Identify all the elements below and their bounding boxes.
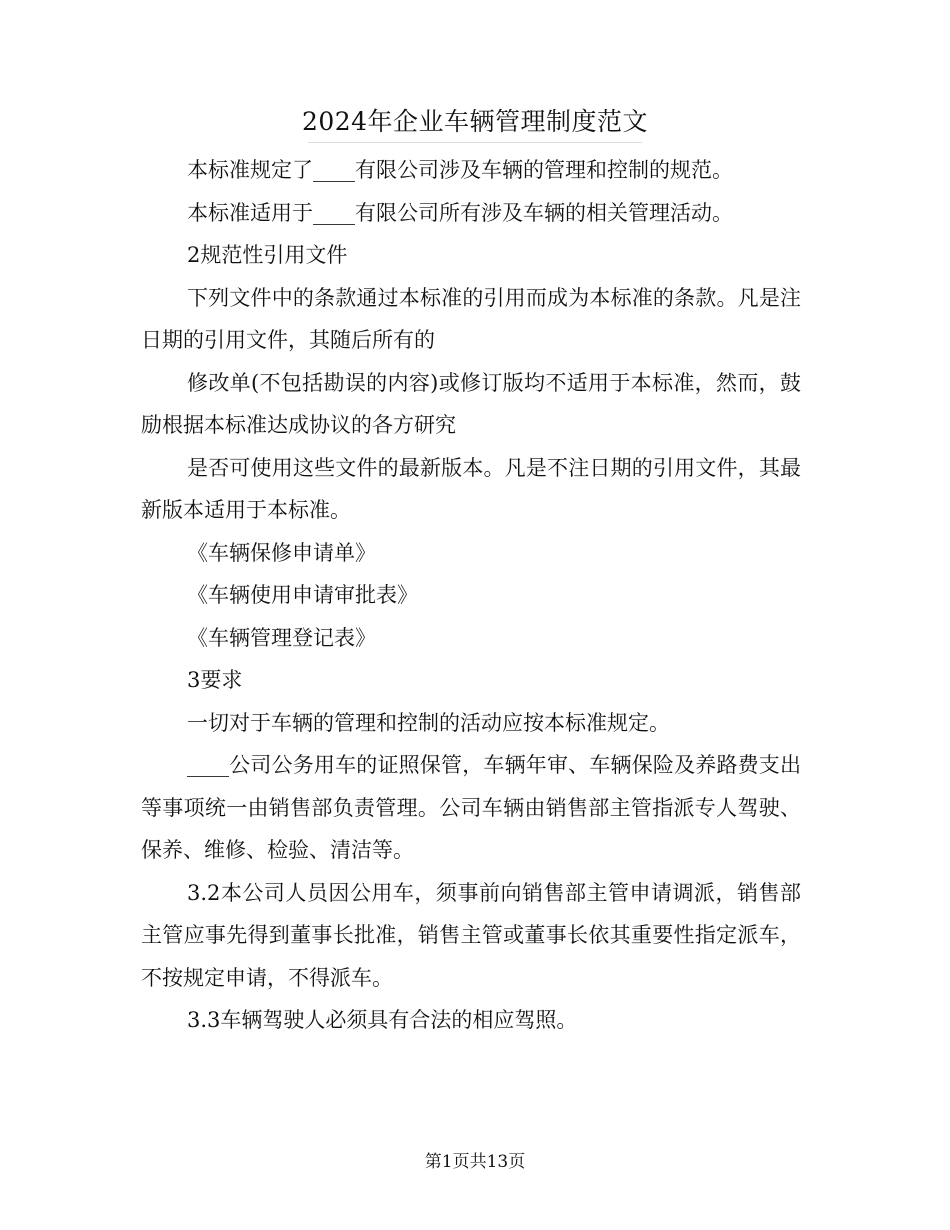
paragraph-references-2: 修改单(不包括勘误的内容)或修订版均不适用于本标准，然而，鼓励根据本标准达成协议的各方研究 (141, 370, 801, 437)
reference-form-repair: 《车辆保修申请单》 (187, 540, 376, 565)
section-heading-requirements: 3要求 (187, 668, 243, 692)
paragraph-requirements-management: ____公司公务用车的证照保管，车辆年审、车辆保险及养路费支出等事项统一由销售部负责管理。公司车辆由销售部主管指派专人驾驶、保养、维修、检验、清洁等。 (141, 753, 801, 862)
paragraph-applicability: 本标准适用于____有限公司所有涉及车辆的相关管理活动。 (187, 200, 733, 225)
document-title: 2024年企业车辆管理制度范文 (301, 107, 649, 136)
paragraph-references-3: 是否可使用这些文件的最新版本。凡是不注日期的引用文件，其最新版本适用于本标准。 (141, 455, 801, 522)
paragraph-clause-3-3: 3.3车辆驾驶人必须具有合法的相应驾照。 (187, 1008, 578, 1032)
paragraph-requirements-general: 一切对于车辆的管理和控制的活动应按本标准规定。 (187, 710, 670, 735)
page-footer: 第1页共13页 (424, 1152, 526, 1172)
title-underline (308, 142, 642, 143)
paragraph-references-1: 下列文件中的条款通过本标准的引用而成为本标准的条款。凡是注日期的引用文件，其随后所有的 (141, 285, 801, 352)
paragraph-scope: 本标准规定了____有限公司涉及车辆的管理和控制的规范。 (187, 158, 733, 182)
reference-form-registry: 《车辆管理登记表》 (187, 625, 376, 650)
reference-form-usage: 《车辆使用申请审批表》 (187, 583, 418, 607)
paragraph-clause-3-2: 3.2本公司人员因公用车，须事前向销售部主管申请调派，销售部主管应事先得到董事长批准，销售主管或董事长依其重要性指定派车，不按规定申请，不得派车。 (141, 880, 801, 990)
section-heading-references: 2规范性引用文件 (187, 243, 348, 267)
document-body (141, 149, 801, 1042)
